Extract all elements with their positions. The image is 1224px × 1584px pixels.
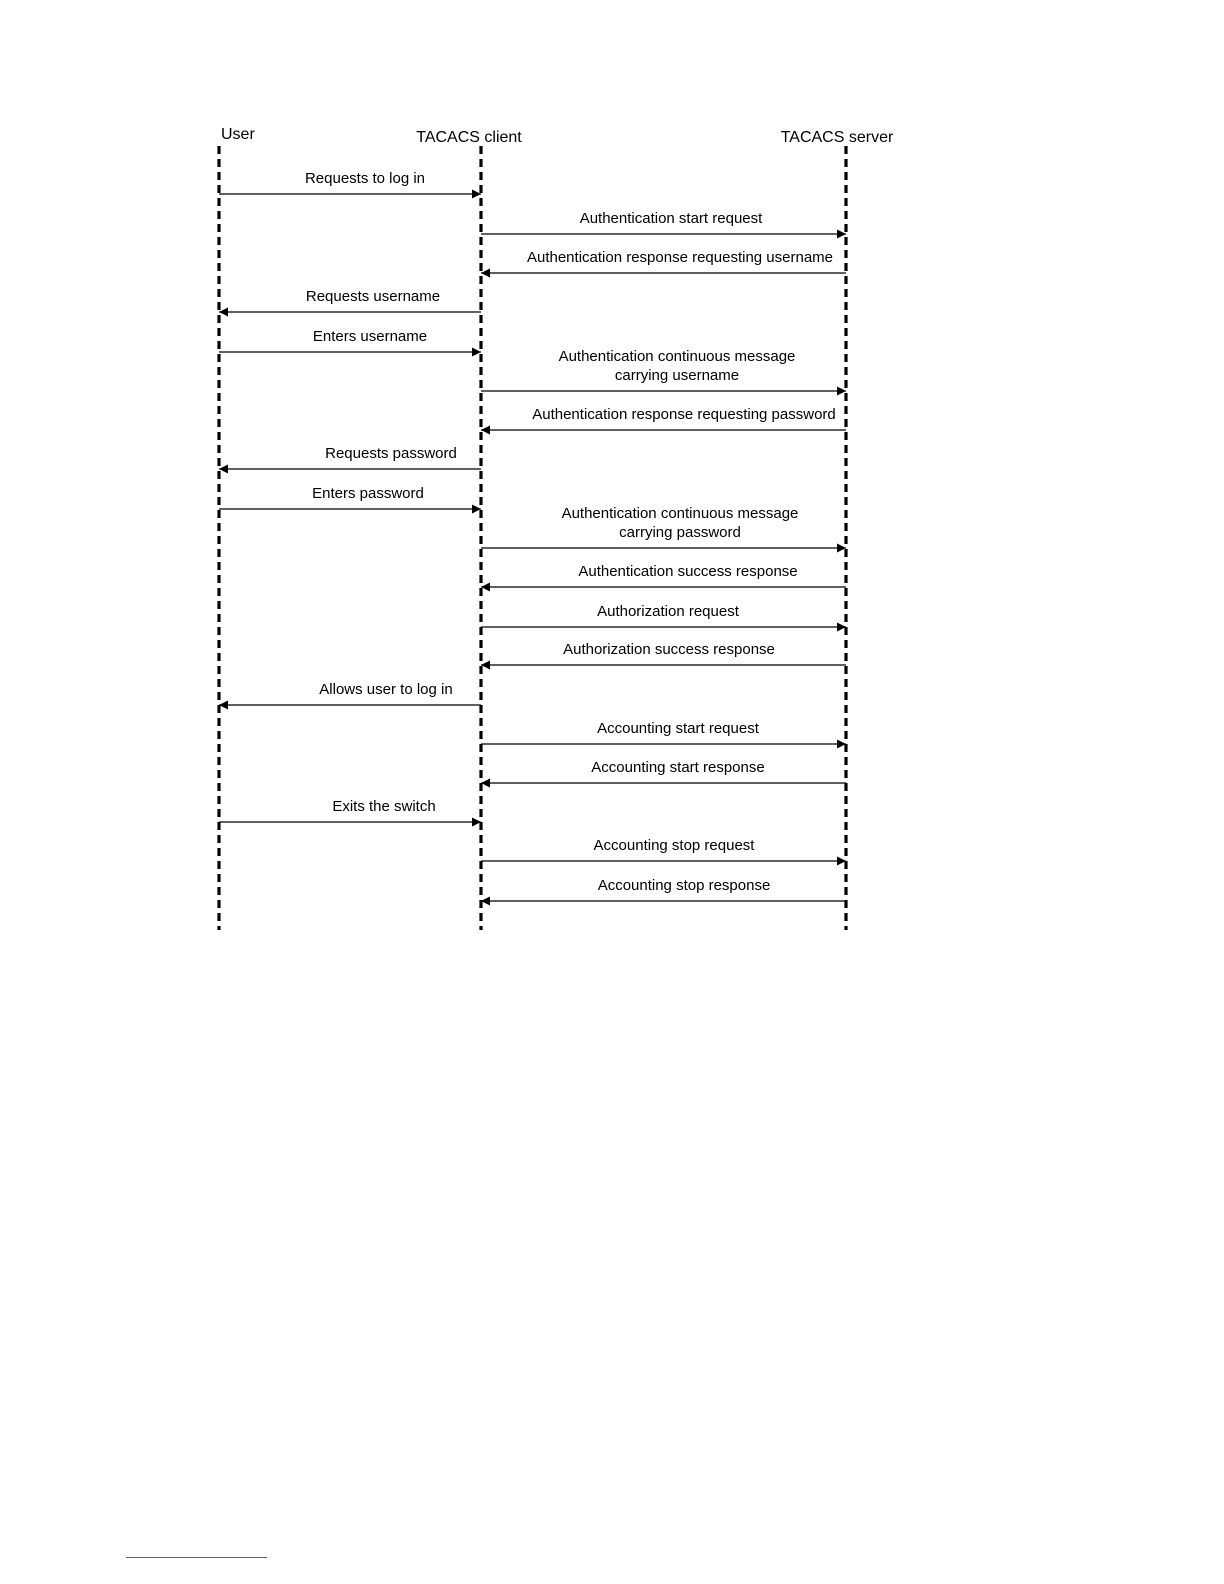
message-label: Authorization success response [563, 641, 775, 658]
message [219, 445, 481, 469]
message [219, 288, 481, 312]
participant-server: TACACS server [780, 129, 894, 146]
message [481, 603, 846, 627]
message-label: Authentication continuous message [561, 505, 799, 522]
message-label: Authentication success response [578, 563, 798, 580]
message [481, 348, 846, 391]
footer-rule [126, 1557, 267, 1558]
message-label: Authentication continuous message [558, 348, 796, 365]
message-label: Accounting start response [591, 759, 765, 776]
participant-client: TACACS client [416, 129, 522, 146]
message-label: Allows user to log in [319, 681, 453, 698]
message [219, 681, 481, 705]
message-label: Enters password [312, 485, 424, 502]
message-label: Requests to log in [304, 170, 426, 187]
message-label: Authentication response requesting username [526, 249, 834, 266]
message-label: Authorization request [597, 603, 739, 620]
message-label: Authentication start request [579, 210, 763, 227]
message [219, 328, 481, 352]
message [481, 641, 846, 665]
message-label: Accounting stop request [593, 837, 755, 854]
message [481, 406, 846, 430]
message [481, 877, 846, 901]
message-label: Exits the switch [332, 798, 436, 815]
message [481, 837, 846, 861]
message [481, 759, 846, 783]
participant-user: User [221, 126, 255, 143]
message-label: Requests username [305, 288, 441, 305]
message [481, 249, 846, 273]
message [219, 485, 481, 509]
message-label: carrying username [614, 367, 740, 384]
message-label: Requests password [325, 445, 457, 462]
message [219, 170, 481, 194]
message-label: Accounting start request [597, 720, 759, 737]
message [481, 505, 846, 548]
message [481, 210, 846, 234]
message-label: Accounting stop response [597, 877, 771, 894]
message-label: carrying password [619, 524, 741, 541]
message-label: Enters username [312, 328, 428, 345]
message [481, 720, 846, 744]
message [481, 563, 846, 587]
message [219, 798, 481, 822]
message-label: Authentication response requesting password [532, 406, 836, 423]
